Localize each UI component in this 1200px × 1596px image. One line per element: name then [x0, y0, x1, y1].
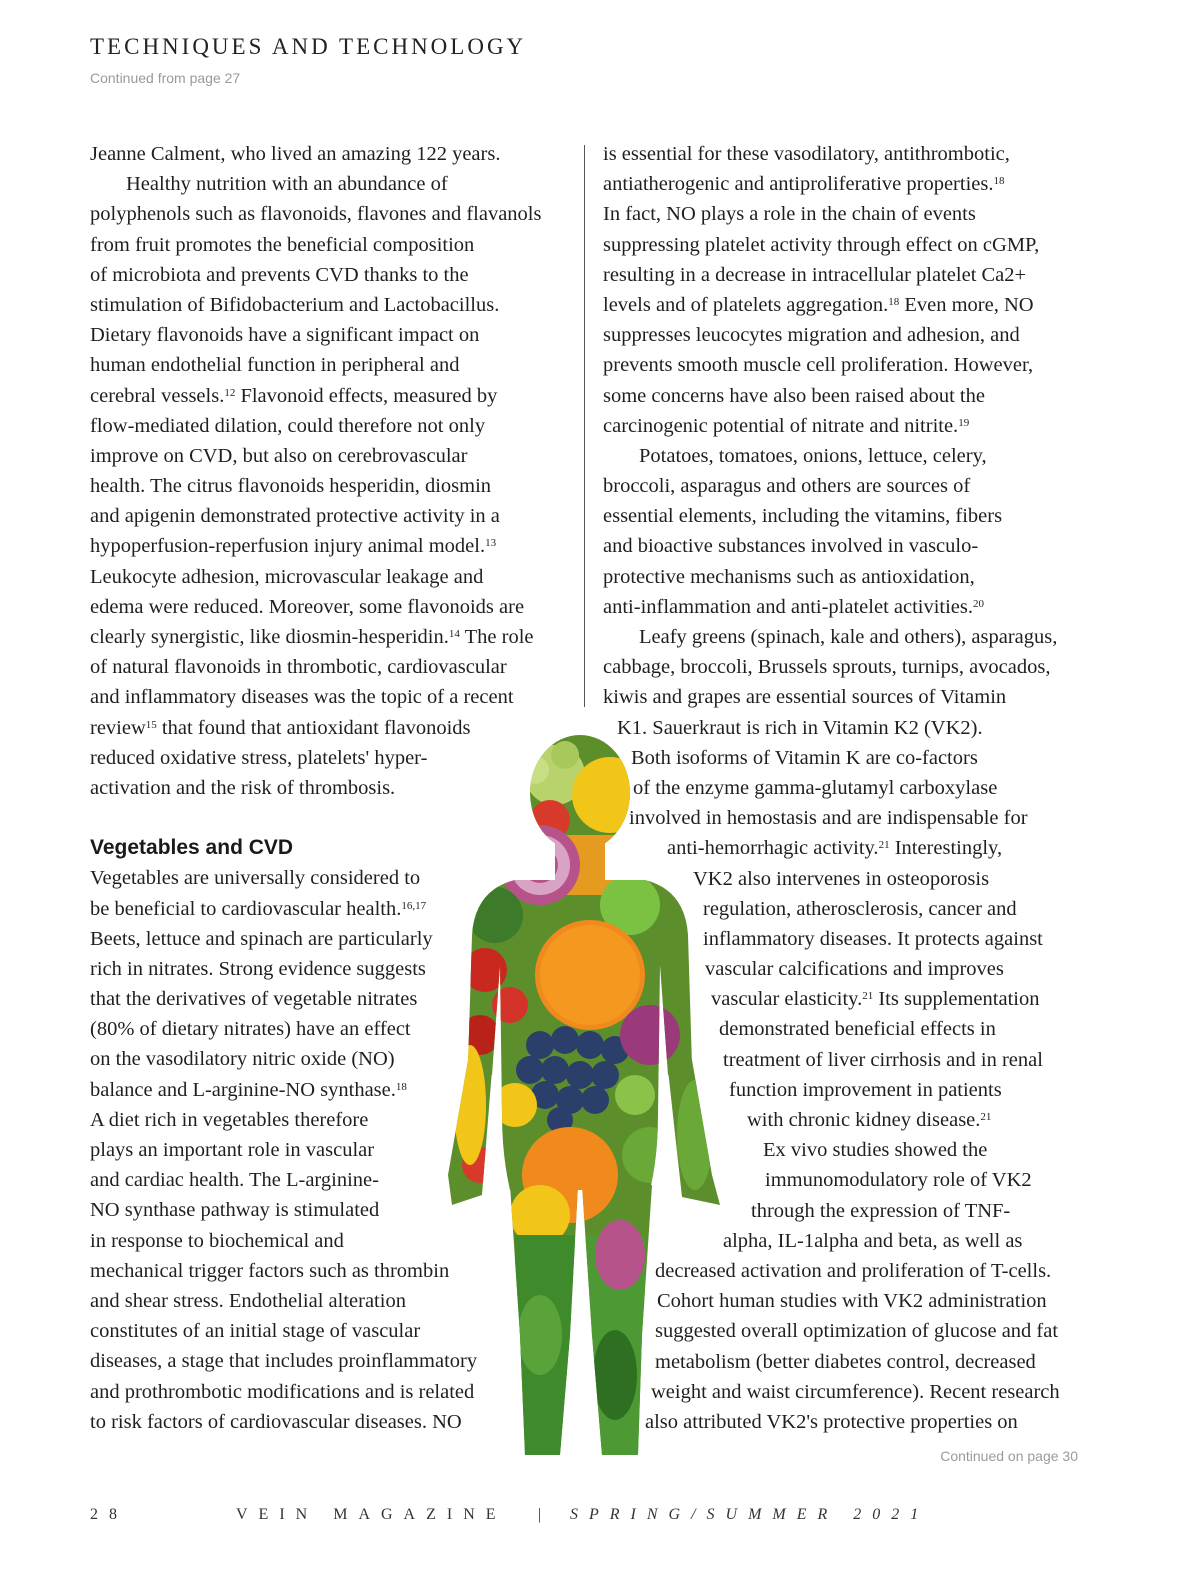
text-line [90, 622, 560, 652]
footer-separator: | [538, 1506, 542, 1523]
text-span: involved in hemostasis and are indispensable for [629, 807, 1028, 830]
text-span: alpha, IL-1alpha and beta, as well as [723, 1229, 1023, 1252]
text-line [603, 682, 1083, 712]
citation-superscript: 15 [145, 718, 157, 731]
text-span: levels and of platelets aggregation. [603, 293, 889, 316]
text-line [603, 592, 1083, 622]
text-span: that the derivatives of vegetable nitrates [90, 988, 418, 1011]
text-span: clearly synergistic, like diosmin-hesperidin. [90, 626, 449, 648]
text-span: cerebral vessels. [90, 384, 225, 407]
text-line [90, 350, 560, 380]
text-line [90, 471, 560, 501]
text-span: with chronic kidney disease. [747, 1109, 981, 1131]
text-line [90, 169, 560, 199]
text-span: suggested overall optimization of glucose and fat [655, 1320, 1059, 1343]
citation-superscript: 16,17 [401, 899, 427, 912]
text-span: rich in nitrates. Strong evidence suggests [90, 957, 426, 980]
text-line [603, 381, 1083, 411]
text-span: vascular elasticity. [711, 988, 863, 1011]
text-span: The role [459, 626, 534, 648]
citation-superscript: 20 [973, 597, 985, 610]
citation-superscript: 21 [878, 839, 890, 852]
text-span: weight and waist circumference). Recent research [651, 1380, 1060, 1403]
text-span: improve on CVD, but also on cerebrovascular [90, 444, 468, 467]
text-span: Ex vivo studies showed the [763, 1139, 988, 1162]
text-span: in response to biochemical and [90, 1229, 344, 1252]
column-divider [584, 145, 585, 707]
text-line [90, 260, 560, 290]
text-span: inflammatory diseases. It protects against [703, 927, 1043, 950]
text-span: (80% of dietary nitrates) have an effect [90, 1018, 411, 1041]
text-span: Jeanne Calment, who lived an amazing 122 years. [90, 143, 501, 165]
continued-on-note: Continued on page 30 [940, 1448, 1078, 1464]
text-line [90, 652, 560, 682]
text-span: metabolism (better diabetes control, decreased [655, 1350, 1036, 1373]
text-span: Beets, lettuce and spinach are particularly [90, 927, 433, 950]
text-span: edema were reduced. Moreover, some flavonoids are [90, 595, 525, 618]
text-span: broccoli, asparagus and others are sources of [603, 475, 971, 498]
text-span: K1. Sauerkraut is rich in Vitamin K2 (VK2). [617, 716, 983, 739]
text-span: Leafy greens (spinach, kale and others), asparagus, [639, 626, 1058, 648]
text-line [603, 139, 1083, 169]
text-line [90, 411, 560, 441]
text-line [603, 169, 1083, 199]
text-line [90, 290, 560, 320]
text-span: and bioactive substances involved in vasculo- [603, 535, 979, 558]
text-span: Vegetables are universally considered to [90, 867, 421, 890]
text-line [90, 381, 560, 411]
page-number: 28 [90, 1506, 128, 1523]
text-span: immunomodulatory role of VK2 [765, 1169, 1032, 1192]
text-span: A diet rich in vegetables therefore [90, 1108, 369, 1131]
text-span: and inflammatory diseases was the topic of a recent [90, 686, 514, 709]
citation-superscript: 14 [448, 628, 460, 640]
text-line [90, 441, 560, 471]
text-line [603, 531, 1083, 561]
magazine-name: VEIN MAGAZINE [236, 1506, 507, 1523]
text-span: vascular calcifications and improves [705, 958, 1004, 981]
text-span: VK2 also intervenes in osteoporosis [693, 867, 990, 890]
text-span: hypoperfusion-reperfusion injury animal model. [90, 535, 486, 558]
text-line [90, 592, 560, 622]
text-line [90, 501, 560, 531]
text-span: suppressing platelet activity through effect on cGMP, [603, 233, 1040, 256]
text-span: regulation, atherosclerosis, cancer and [703, 897, 1017, 920]
citation-superscript: 21 [862, 990, 874, 1003]
text-line [603, 230, 1083, 260]
citation-superscript: 19 [958, 416, 970, 429]
text-span: health. The citrus flavonoids hesperidin, diosmin [90, 475, 492, 498]
silhouette-illustration [420, 735, 740, 1470]
citation-superscript: 21 [980, 1111, 992, 1123]
text-span: that found that antioxidant flavonoids [156, 716, 471, 739]
citation-superscript: 18 [993, 175, 1005, 188]
text-span: prevents smooth muscle cell proliferation. However, [603, 354, 1034, 377]
issue-label: SPRING/SUMMER 2021 [570, 1506, 930, 1523]
text-span: NO synthase pathway is stimulated [90, 1199, 380, 1222]
text-span: of microbiota and prevents CVD thanks to the [90, 263, 469, 286]
text-span: through the expression of TNF- [751, 1199, 1011, 1222]
citation-superscript: 12 [224, 386, 236, 399]
text-span: and prothrombotic modifications and is related [90, 1380, 475, 1403]
text-line [603, 320, 1083, 350]
text-span: protective mechanisms such as antioxidation, [603, 565, 975, 588]
text-span: In fact, NO plays a role in the chain of events [603, 203, 976, 226]
text-span: constitutes of an initial stage of vascular [90, 1320, 421, 1343]
text-span: essential elements, including the vitamins, fibers [603, 505, 1003, 528]
text-line [603, 441, 1083, 471]
text-span: some concerns have also been raised about the [603, 384, 985, 407]
text-span: from fruit promotes the beneficial composition [90, 233, 475, 256]
text-span: mechanical trigger factors such as thrombin [90, 1259, 450, 1282]
text-span: of natural flavonoids in thrombotic, cardiovascular [90, 656, 507, 679]
text-line [90, 320, 560, 350]
text-span: of the enzyme gamma-glutamyl carboxylase [633, 776, 998, 799]
text-span: review [90, 716, 146, 739]
text-span: treatment of liver cirrhosis and in renal [723, 1048, 1043, 1071]
text-span: anti-inflammation and anti-platelet activities. [603, 595, 974, 618]
citation-superscript: 18 [888, 295, 900, 308]
text-span: is essential for these vasodilatory, antithrombotic, [603, 143, 1010, 165]
text-line [603, 622, 1083, 652]
text-line [603, 350, 1083, 380]
text-span: Dietary flavonoids have a significant impact on [90, 324, 480, 347]
human-silhouette-fruits-vegetables-image [420, 735, 740, 1470]
text-span: polyphenols such as flavonoids, flavones and flavanols [90, 203, 542, 226]
text-span: activation and the risk of thrombosis. [90, 776, 396, 799]
text-span: plays an important role in vascular [90, 1139, 375, 1161]
text-span: demonstrated beneficial effects in [719, 1018, 996, 1041]
text-span: to risk factors of cardiovascular diseases. NO [90, 1410, 462, 1433]
text-span: Interestingly, [889, 837, 1003, 860]
text-span: Healthy nutrition with an abundance of [126, 173, 448, 196]
text-line [90, 531, 560, 561]
text-span: and cardiac health. The L-arginine- [90, 1169, 379, 1192]
text-span: be beneficial to cardiovascular health. [90, 897, 402, 920]
text-line [90, 230, 560, 260]
text-line [603, 411, 1083, 441]
page-footer [90, 1506, 1090, 1530]
text-span: stimulation of Bifidobacterium and Lactobacillus. [90, 293, 500, 316]
text-span: reduced oxidative stress, platelets' hyper- [90, 746, 428, 769]
text-span: suppresses leucocytes migration and adhesion, and [603, 324, 1020, 347]
citation-superscript: 13 [485, 537, 497, 550]
text-line [603, 260, 1083, 290]
text-span: human endothelial function in peripheral and [90, 354, 460, 377]
text-span: Cohort human studies with VK2 administration [657, 1290, 1047, 1313]
text-line [90, 139, 560, 169]
text-line [90, 682, 560, 712]
text-line [603, 471, 1083, 501]
text-span: also attributed VK2's protective properties on [645, 1410, 1018, 1433]
text-span: flow-mediated dilation, could therefore not only [90, 414, 486, 437]
text-span: on the vasodilatory nitric oxide (NO) [90, 1048, 395, 1071]
text-span: diseases, a stage that includes proinflammatory [90, 1350, 478, 1373]
text-span: cabbage, broccoli, Brussels sprouts, turnips, avocados, [603, 656, 1051, 679]
text-span: Flavonoid effects, measured by [235, 384, 498, 407]
text-span: anti-hemorrhagic activity. [667, 837, 879, 860]
text-span: function improvement in patients [729, 1078, 1002, 1101]
text-span: Its supplementation [873, 988, 1040, 1011]
text-span: carcinogenic potential of nitrate and nitrite. [603, 414, 959, 437]
text-line [90, 562, 560, 592]
text-line [603, 652, 1083, 682]
subheading: Vegetables and CVD [90, 836, 294, 860]
text-span: kiwis and grapes are essential sources of Vitamin [603, 686, 1007, 709]
text-span: decreased activation and proliferation of T-cells. [655, 1259, 1052, 1282]
text-line [603, 199, 1083, 229]
text-span: resulting in a decrease in intracellular platelet Ca2+ [603, 263, 1027, 286]
text-span: and shear stress. Endothelial alteration [90, 1289, 406, 1312]
text-line [603, 501, 1083, 531]
text-span: balance and L-arginine-NO synthase. [90, 1078, 396, 1101]
citation-superscript: 18 [395, 1080, 407, 1093]
continued-from-note: Continued from page 27 [90, 70, 241, 86]
text-span: antiatherogenic and antiproliferative properties. [603, 173, 994, 196]
text-line [603, 562, 1083, 592]
text-span: Both isoforms of Vitamin K are co-factors [631, 746, 978, 769]
text-line [603, 290, 1083, 320]
text-span: Leukocyte adhesion, microvascular leakage and [90, 565, 484, 588]
text-span: Potatoes, tomatoes, onions, lettuce, celery, [639, 444, 987, 467]
text-span: Even more, NO [899, 293, 1034, 316]
text-line [90, 199, 560, 229]
section-title: TECHNIQUES AND TECHNOLOGY [90, 34, 527, 59]
text-span: and apigenin demonstrated protective activity in a [90, 505, 500, 528]
